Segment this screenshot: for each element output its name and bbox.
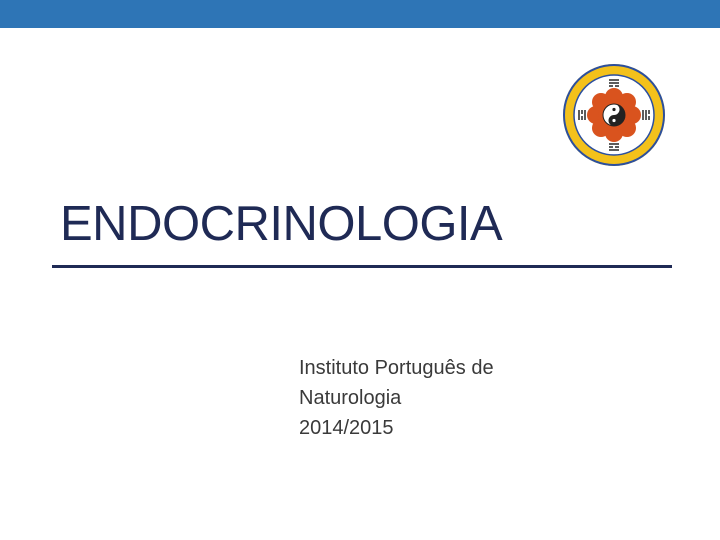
slide-title: ENDOCRINOLOGIA [60,197,503,251]
institute-logo-icon [562,63,666,167]
top-accent-bar [0,0,720,28]
title-underline [52,265,672,268]
subtitle-line-institute: Instituto Português de [299,357,494,379]
slide-subtitle [299,353,599,443]
subtitle-line-naturologia: Naturologia [299,387,402,409]
subtitle-line-year: 2014/2015 [299,417,394,439]
